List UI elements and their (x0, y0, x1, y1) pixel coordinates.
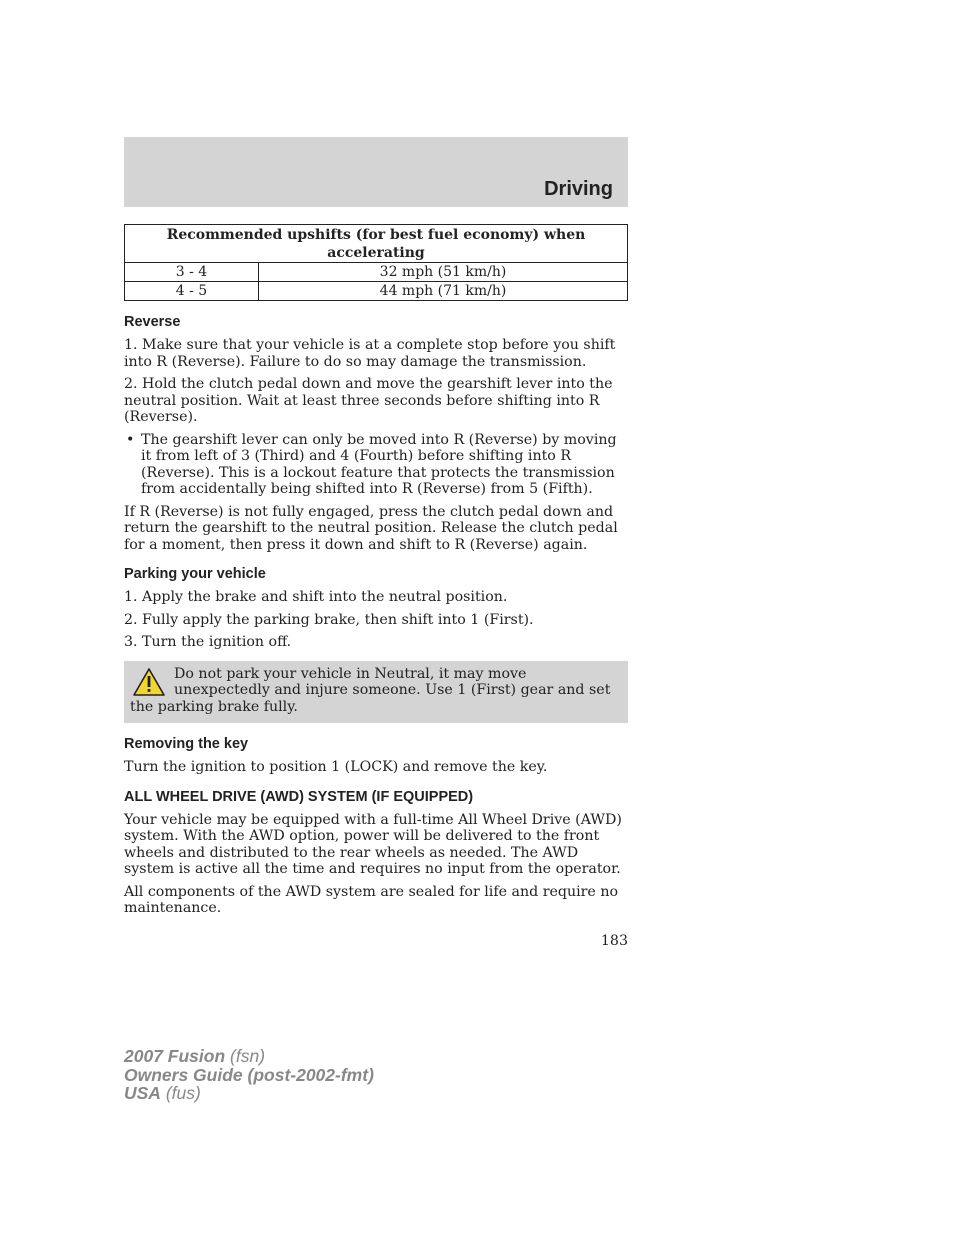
parking-step-3: 3. Turn the ignition off. (124, 634, 292, 650)
warning-triangle-icon (132, 667, 166, 697)
parking-step-1: 1. Apply the brake and shift into the neutral position. (124, 589, 508, 605)
footer-model: 2007 Fusion (124, 1046, 226, 1066)
upshift-table (124, 224, 628, 301)
table-row (125, 282, 628, 301)
awd-paragraph-2: All components of the AWD system are sealed for life and require no maintenance. (124, 883, 618, 916)
section-header-band (124, 137, 628, 207)
table-header-row (125, 225, 628, 263)
warning-text: Do not park your vehicle in Neutral, it may move unexpectedly and injure someone. Use 1 (First) gear and set the parking brake fully. (130, 665, 611, 715)
page-content (124, 224, 628, 949)
footer-market: USA (124, 1083, 161, 1103)
footer-line-2 (124, 1066, 374, 1085)
table-cell-gear: 4 - 5 (125, 282, 259, 301)
footer-guide: Owners Guide (post-2002-fmt) (124, 1064, 374, 1085)
reverse-heading: Reverse (124, 314, 181, 330)
key-text: Turn the ignition to position 1 (LOCK) and remove the key. (124, 759, 548, 775)
reverse-bullets (124, 432, 628, 498)
parking-heading: Parking your vehicle (124, 566, 266, 582)
footer-market-code: (fus) (160, 1083, 201, 1103)
table-row (125, 263, 628, 282)
table-cell-speed: 32 mph (51 km/h) (259, 263, 628, 282)
parking-step-2: 2. Fully apply the parking brake, then shift into 1 (First). (124, 611, 534, 628)
awd-paragraph-1: Your vehicle may be equipped with a full-time All Wheel Drive (AWD) system. With the AWD option, power will be delivered to the front wheels and distributed to the rear wheels as needed. The AWD system is active all the time and requires no input from the operator. (124, 811, 622, 877)
table-heading: Recommended upshifts (for best fuel economy) when accelerating (125, 225, 628, 263)
reverse-step-2: 2. Hold the clutch pedal down and move the gearshift lever into the neutral position. Wait at least three seconds before shifting into R (Reverse). (124, 376, 613, 425)
key-heading: Removing the key (124, 736, 249, 752)
page-number: 183 (600, 932, 628, 949)
table-cell-gear: 3 - 4 (125, 263, 259, 282)
table-cell-speed: 44 mph (71 km/h) (259, 282, 628, 301)
list-item: • The gearshift lever can only be moved into R (Reverse) by moving it from left of 3 (Third) and 4 (Fourth) before shifting into R (Reverse). This is a lockout feature that protects the transmission from accidentally being shifted into R (Reverse) from 5 (Fifth). (124, 432, 628, 498)
reverse-step-1: 1. Make sure that your vehicle is at a complete stop before you shift into R (Reverse). Failure to do so may damage the transmission. (124, 337, 616, 370)
reverse-note: If R (Reverse) is not fully engaged, press the clutch pedal down and return the gearshift to the neutral position. Release the clutch pedal for a moment, then press it down and shift to R (Reverse) again. (124, 503, 618, 553)
footer-model-code: (fsn) (225, 1046, 266, 1066)
document-footer (124, 1047, 374, 1103)
section-title: Driving (544, 178, 613, 200)
awd-heading: ALL WHEEL DRIVE (AWD) SYSTEM (IF EQUIPPED) (124, 788, 474, 805)
footer-line-1 (124, 1047, 374, 1066)
footer-line-3 (124, 1084, 374, 1103)
warning-box (124, 661, 628, 724)
